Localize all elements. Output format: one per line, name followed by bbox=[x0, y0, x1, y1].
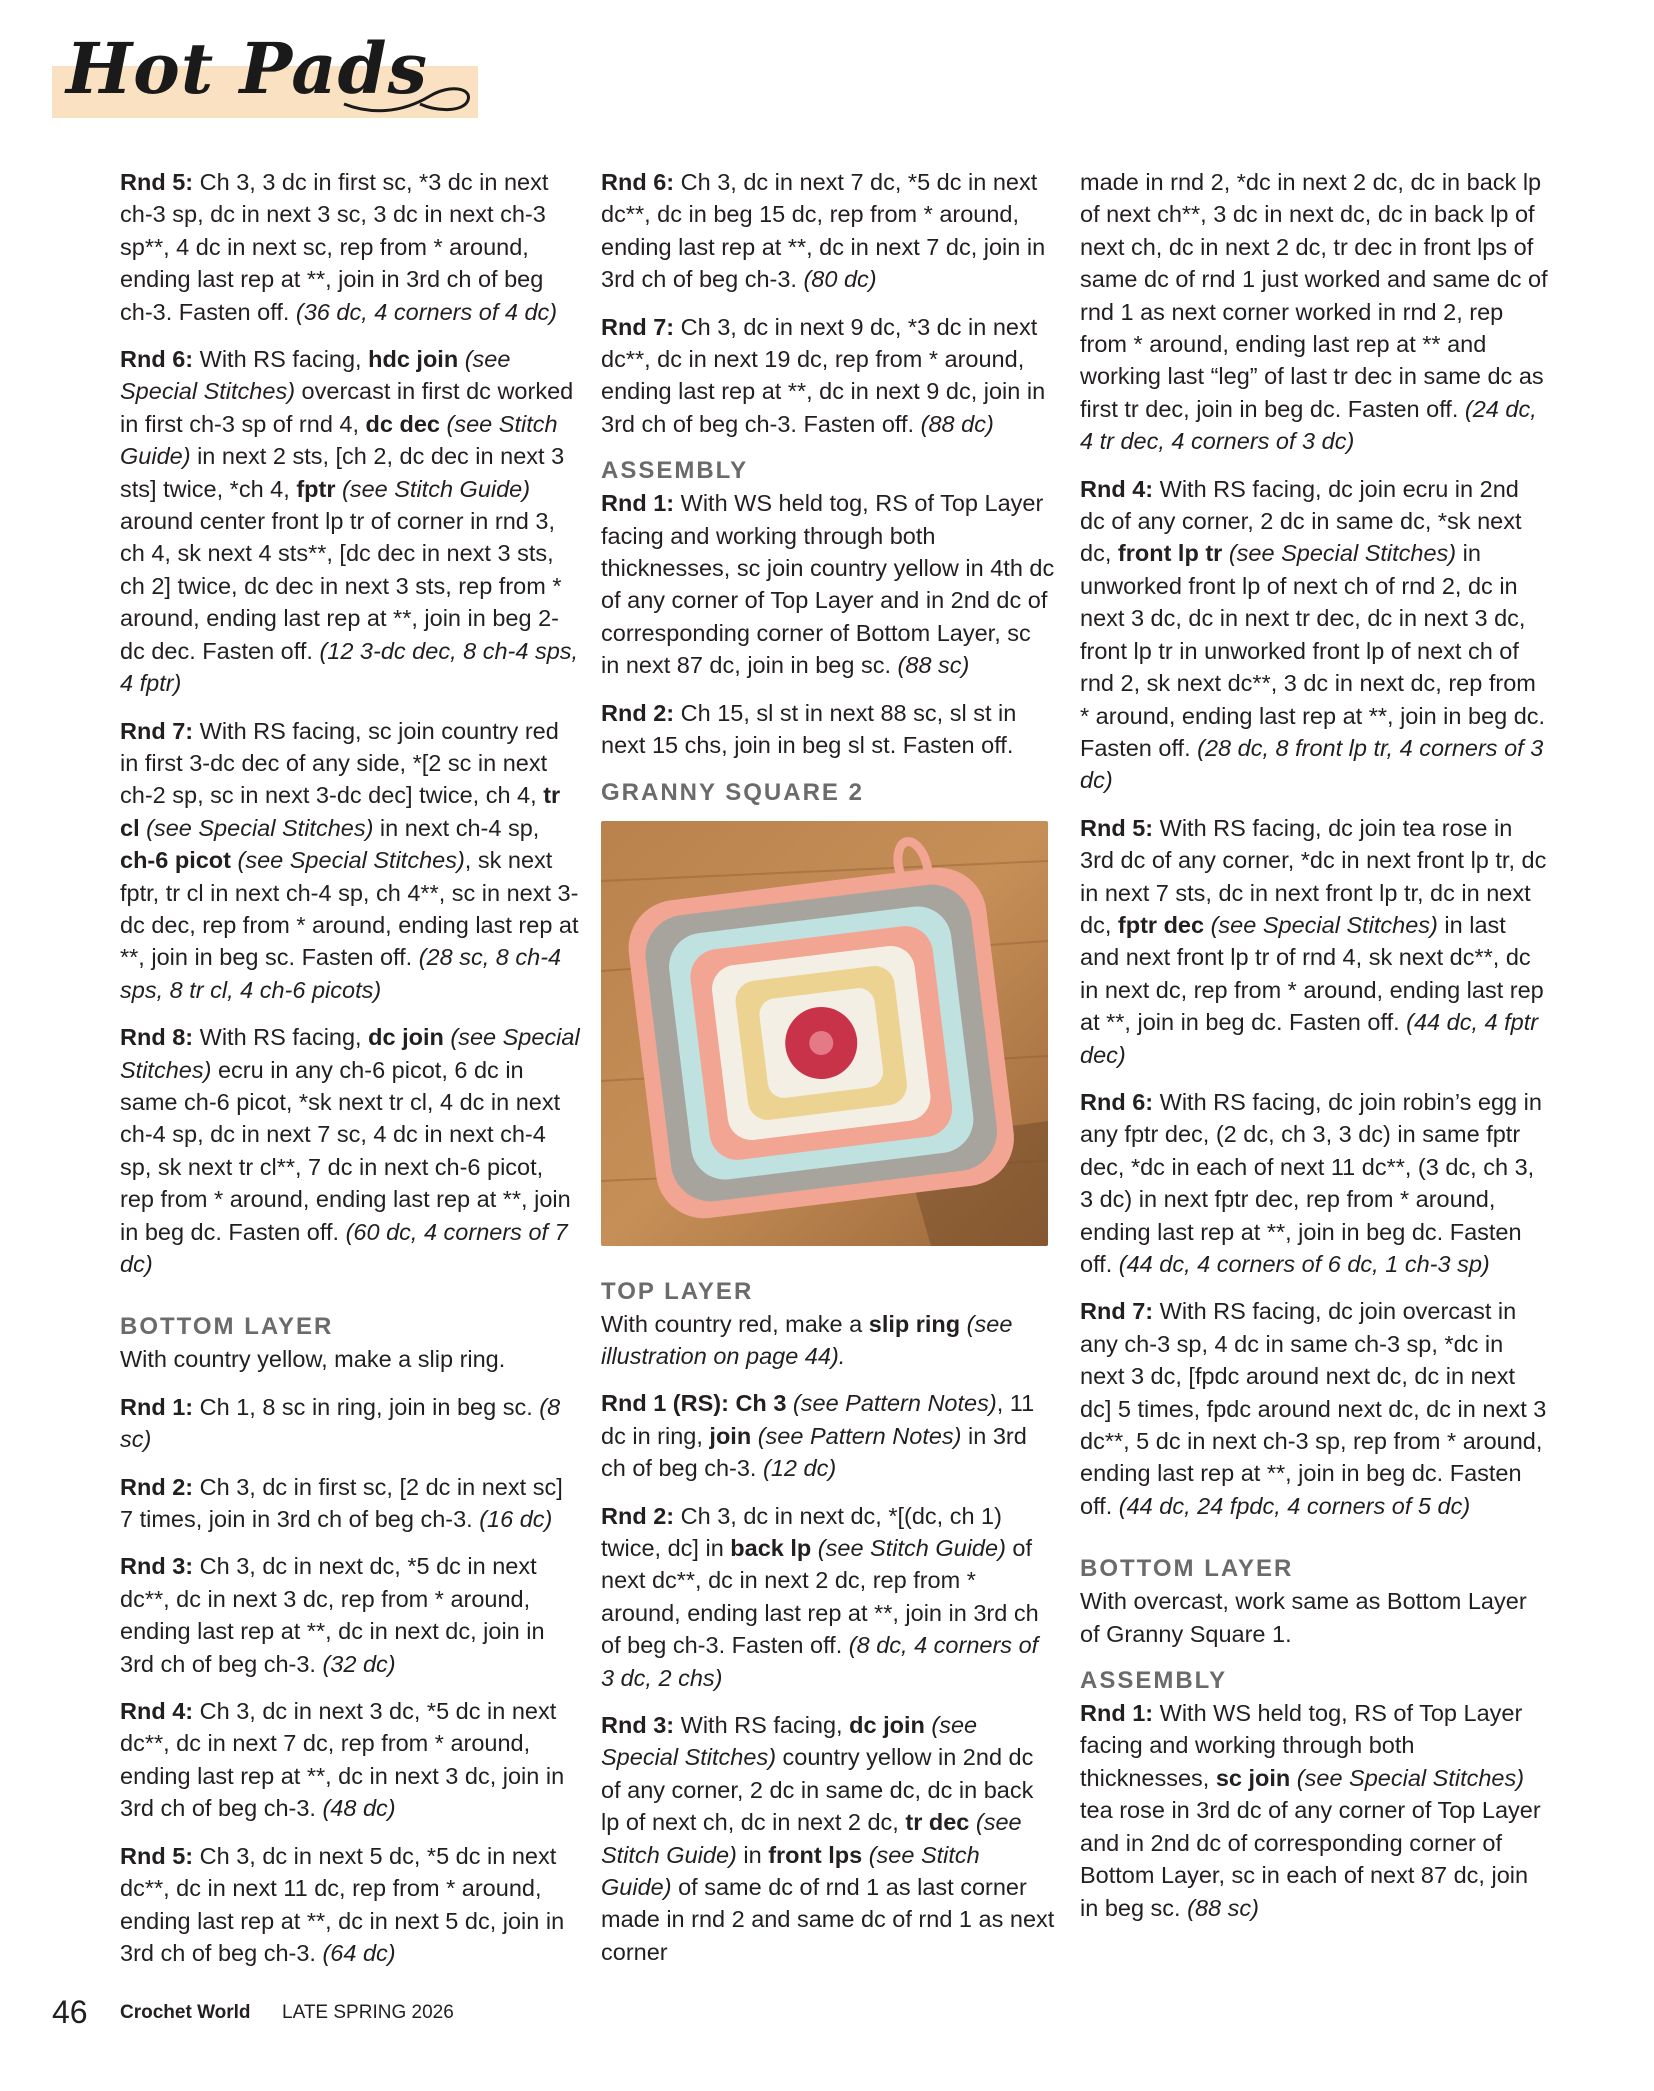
instruction-paragraph: Rnd 5: Ch 3, dc in next 5 dc, *5 dc in next dc**, dc in next 11 dc, rep from * around, ending last rep at **, dc in next 5 dc, join in 3rd ch of beg ch-3. (64 dc) bbox=[120, 1842, 565, 1966]
instruction-paragraph: Rnd 2: Ch 15, sl st in next 88 sc, sl st in next 15 chs, join in beg sl st. Fasten off. bbox=[601, 699, 1017, 759]
instruction-paragraph: Rnd 4: With RS facing, dc join ecru in 2nd dc of any corner, 2 dc in same dc, *sk next dc, front lp tr (see Special Stitches) in unworked front lp of next ch of rnd 2, dc in next 3 dc, dc in next tr dec, dc in next 3 dc, front lp tr in unworked front lp of next ch of rnd 2, sk next dc**, 3 dc in next dc, rep from * around, ending last rep at **, join in beg dc. Fasten off. (28 dc, 8 front lp tr, 4 corners of 3 dc) bbox=[1080, 475, 1546, 794]
column-1 bbox=[120, 166, 580, 1984]
instruction-paragraph: Rnd 5: Ch 3, 3 dc in first sc, *3 dc in next ch-3 sp, dc in next 3 sc, 3 dc in next ch-3 sp**, 4 dc in next sc, rep from * around, ending last rep at **, join in 3rd ch of beg ch-3. Fasten off. (36 dc, 4 corners of 4 dc) bbox=[120, 169, 558, 325]
granny-square-photo bbox=[601, 821, 1048, 1246]
page-title: Hot Pads bbox=[66, 27, 428, 110]
column-2 bbox=[601, 166, 1055, 1983]
section-intro: With country yellow, make a slip ring. bbox=[120, 1346, 506, 1373]
instruction-paragraph: Rnd 3: Ch 3, dc in next dc, *5 dc in next dc**, dc in next 3 dc, rep from * around, ending last rep at **, dc in next dc, join in 3rd ch of beg ch-3. (32 dc) bbox=[120, 1553, 545, 1677]
section-heading-granny-square-2: GRANNY SQUARE 2 bbox=[601, 778, 864, 806]
column-3 bbox=[1080, 166, 1550, 1939]
instruction-paragraph: Rnd 2: Ch 3, dc in first sc, [2 dc in next sc] 7 times, join in 3rd ch of beg ch-3. (16 dc) bbox=[120, 1473, 563, 1533]
instruction-paragraph: Rnd 1: With WS held tog, RS of Top Layer facing and working through both thicknesses, sc join country yellow in 4th dc of any corner of Top Layer and in 2nd dc of corresponding corner of Bottom Layer, sc in next 87 dc, join in beg sc. (88 sc) bbox=[601, 490, 1055, 679]
instruction-paragraph: Rnd 6: With RS facing, dc join robin’s egg in any fptr dec, (2 dc, ch 3, 3 dc) in same fptr dec, *dc in each of next 11 dc**, (3 dc, ch 3, 3 dc) in next fptr dec, rep from * around, ending last rep at **, join in beg dc. Fasten off. (44 dc, 4 corners of 6 dc, 1 ch-3 sp) bbox=[1080, 1088, 1542, 1277]
instruction-paragraph: Rnd 2: Ch 3, dc in next dc, *[(dc, ch 1) twice, dc] in back lp (see Stitch Guide) of next dc**, dc in next 2 dc, rep from * around, ending last rep at **, join in 3rd ch of beg ch-3. Fasten off. (8 dc, 4 corners of 3 dc, 2 chs) bbox=[601, 1502, 1039, 1691]
page-number: 46 bbox=[52, 1994, 88, 2030]
instruction-paragraph: Rnd 1: With WS held tog, RS of Top Layer facing and working through both thicknesses, sc join (see Special Stitches) tea rose in 3rd dc of any corner of Top Layer and in 2nd dc of corresponding corner of Bottom Layer, sc in each of next 87 dc, join in beg sc. (88 sc) bbox=[1080, 1700, 1541, 1921]
section-heading-bottom-layer: BOTTOM LAYER bbox=[120, 1313, 334, 1341]
issue-label: LATE SPRING 2026 bbox=[282, 2002, 454, 2023]
section-heading-top-layer: TOP LAYER bbox=[601, 1277, 754, 1305]
instruction-paragraph: Rnd 8: With RS facing, dc join (see Special Stitches) ecru in any ch-6 picot, 6 dc in same ch-6 picot, *sk next tr cl, 4 dc in next ch-4 sp, dc in next 7 sc, 4 dc in next ch-4 sp, sk next tr cl**, 7 dc in next ch-6 picot, rep from * around, ending last rep at **, join in beg dc. Fasten off. (60 dc, 4 corners of 7 dc) bbox=[120, 1024, 580, 1277]
instruction-paragraph: made in rnd 2, *dc in next 2 dc, dc in back lp of next ch**, 3 dc in next dc, dc in back lp of next ch, dc in next 2 dc, tr dec in front lps of same dc of rnd 1 just worked and same dc of rnd 1 as next corner worked in rnd 2, rep from * around, ending last rep at ** and working last “leg” of last tr dec in same dc as first tr dec, join in beg dc. Fasten off. (24 dc, 4 tr dec, 4 corners of 3 dc) bbox=[1080, 169, 1548, 455]
section-intro: With overcast, work same as Bottom Layer of Granny Square 1. bbox=[1080, 1588, 1527, 1647]
instruction-paragraph: Rnd 6: With RS facing, hdc join (see Special Stitches) overcast in first dc worked in first ch-3 sp of rnd 4, dc dec (see Stitch Guide) in next 2 sts, [ch 2, dc dec in next 3 sts] twice, *ch 4, fptr (see Stitch Guide) around center front lp tr of corner in rnd 3, ch 4, sk next 4 sts**, [dc dec in next 3 sts, ch 2] twice, dc dec in next 3 sts, rep from * around, ending last rep at **, join in beg 2-dc dec. Fasten off. (12 3-dc dec, 8 ch-4 sps, 4 fptr) bbox=[120, 346, 579, 697]
instruction-paragraph: Rnd 1 (RS): Ch 3 (see Pattern Notes), 11 dc in ring, join (see Pattern Notes) in 3rd ch of beg ch-3. (12 dc) bbox=[601, 1390, 1035, 1482]
instruction-paragraph: Rnd 4: Ch 3, dc in next 3 dc, *5 dc in next dc**, dc in next 7 dc, rep from * around, ending last rep at **, dc in next 3 dc, join in 3rd ch of beg ch-3. (48 dc) bbox=[120, 1698, 565, 1822]
section-heading-bottom-layer: BOTTOM LAYER bbox=[1080, 1555, 1294, 1583]
section-heading-assembly: ASSEMBLY bbox=[601, 457, 749, 485]
section-heading-assembly: ASSEMBLY bbox=[1080, 1667, 1228, 1695]
magazine-name: Crochet World bbox=[120, 2002, 251, 2023]
title-swash-icon bbox=[340, 74, 480, 122]
instruction-paragraph: Rnd 1: Ch 1, 8 sc in ring, join in beg sc. (8 sc) bbox=[120, 1393, 561, 1453]
instruction-paragraph: Rnd 6: Ch 3, dc in next 7 dc, *5 dc in next dc**, dc in beg 15 dc, rep from * around, ending last rep at **, dc in next 7 dc, join in 3rd ch of beg ch-3. (80 dc) bbox=[601, 169, 1046, 293]
instruction-paragraph: Rnd 5: With RS facing, dc join tea rose in 3rd dc of any corner, *dc in next front lp tr, dc in next 7 sts, dc in next front lp tr, dc in next dc, fptr dec (see Special Stitches) in last and next front lp tr of rnd 4, sk next dc**, dc in next dc, rep from * around, ending last rep at **, join in beg dc. Fasten off. (44 dc, 4 fptr dec) bbox=[1080, 814, 1547, 1068]
instruction-paragraph: Rnd 3: With RS facing, dc join (see Special Stitches) country yellow in 2nd dc of any corner, 2 dc in same dc, dc in back lp of next ch, dc in next 2 dc, tr dec (see Stitch Guide) in front lps (see Stitch Guide) of same dc of rnd 1 as last corner made in rnd 2 and same dc of rnd 1 as next corner bbox=[601, 1711, 1055, 1965]
instruction-paragraph: Rnd 7: With RS facing, sc join country red in first 3-dc dec of any side, *[2 sc in next ch-2 sp, sc in next 3-dc dec] twice, ch 4, tr cl (see Special Stitches) in next ch-4 sp, ch-6 picot (see Special Stitches), sk next fptr, tr cl in next ch-4 sp, ch 4**, sc in next 3-dc dec, rep from * around, ending last rep at **, join in beg sc. Fasten off. (28 sc, 8 ch-4 sps, 8 tr cl, 4 ch-6 picots) bbox=[120, 717, 579, 1003]
instruction-paragraph: Rnd 7: Ch 3, dc in next 9 dc, *3 dc in next dc**, dc in next 19 dc, rep from * around, ending last rep at **, dc in next 9 dc, join in 3rd ch of beg ch-3. Fasten off. (88 dc) bbox=[601, 313, 1046, 437]
instruction-paragraph: Rnd 7: With RS facing, dc join overcast in any ch-3 sp, 4 dc in same ch-3 sp, *dc in next 3 dc, [fpdc around next dc, dc in next dc] 5 times, fpdc around next dc, dc in next 3 dc**, 5 dc in next ch-3 sp, rep from * around, ending last rep at **, join in beg dc. Fasten off. (44 dc, 24 fpdc, 4 corners of 5 dc) bbox=[1080, 1298, 1547, 1519]
instruction-paragraph: With country red, make a slip ring (see illustration on page 44). bbox=[601, 1310, 1013, 1369]
